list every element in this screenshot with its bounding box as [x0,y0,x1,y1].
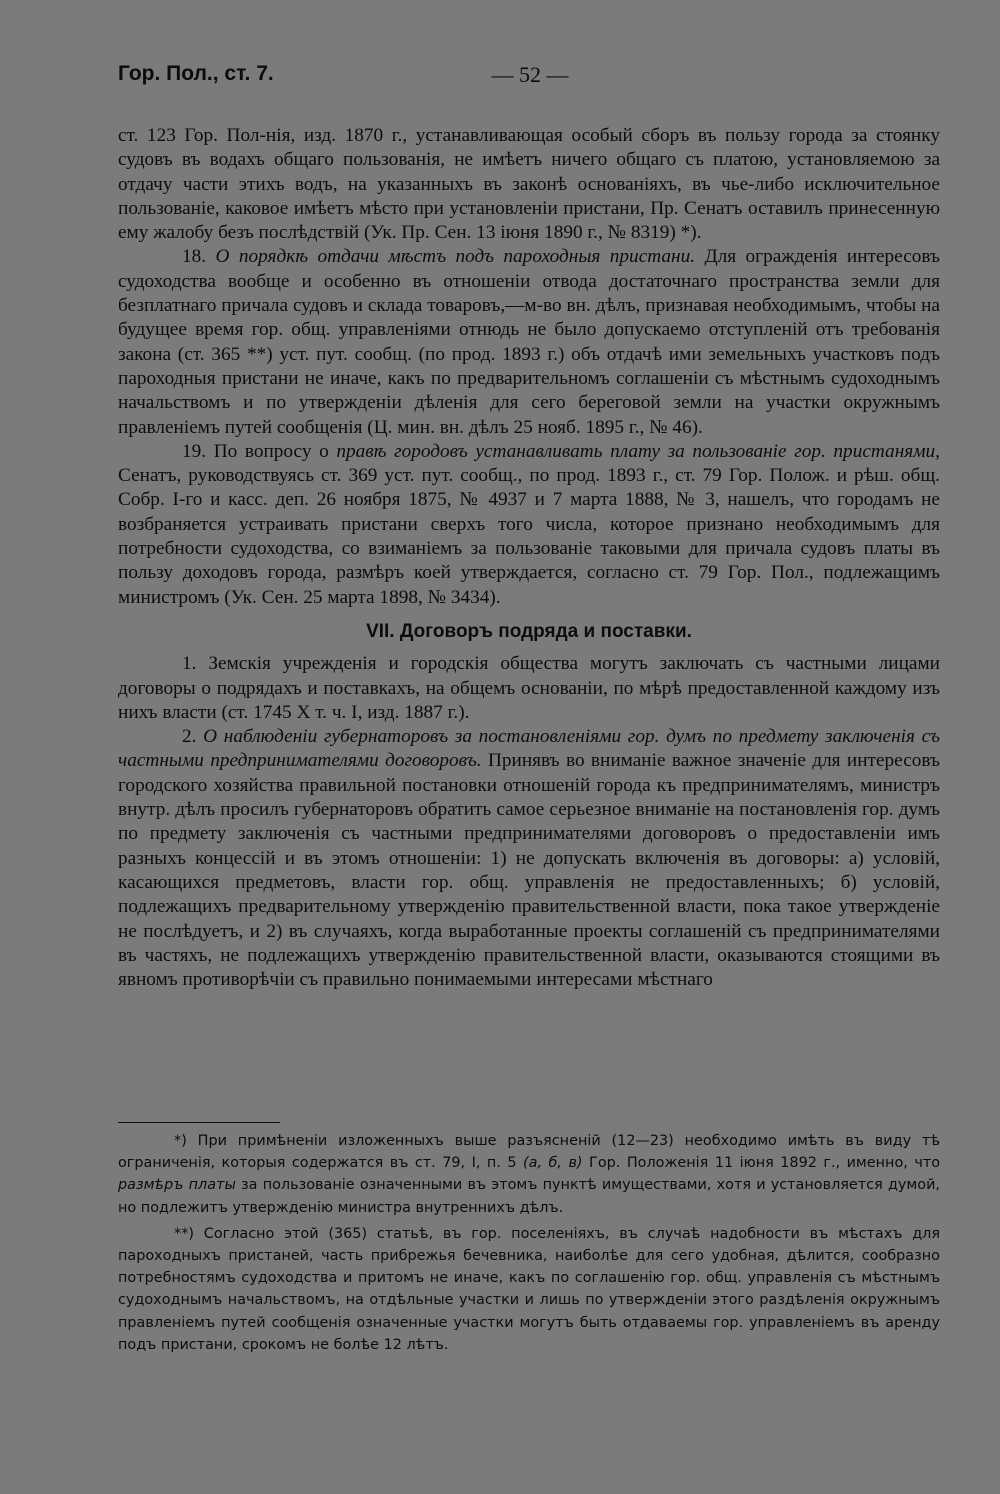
page-number: — 52 — [491,62,569,87]
paragraph-text: Сенатъ, руководствуясь ст. 369 уст. пут. сообщ., по прод. 1893 г., ст. 79 Гор. Полож. и рѣш. общ. Собр. I-го и касс. деп. 26 ноября 1875, № 4937 и 7 марта 1888, № 3, нашелъ, что городамъ не возбраняется устраивать пристани сверхъ того числа, которое признано необходимымъ для потребности судоходства, со взиманіемъ за пользованіе таковыми для причала судовъ платы въ пользу доходовъ города, размѣръ коей утверждается, согласно ст. 79 Гор. Пол., подлежащимъ министромъ (Ук. Сен. 25 марта 1898, № 3434). [118,465,940,608]
footnote-2: **) Согласно этой (365) статьѣ, въ гор. поселеніяхъ, въ случаѣ надобности въ мѣстахъ для пароходныхъ пристаней, часть прибрежья бечевника, наиболѣе для сего удобная, дѣлится, сообразно потребностямъ судоходства и притомъ не иначе, какъ по соглашенію гор. общ. управленія съ мѣстнымъ судоходнымъ начальствомъ, на отдѣльные участки и лишь по утвержденіи этого раздѣленія окружнымъ правленіемъ путей сообщенія означенные участки могутъ быть отдаваемы гор. управленіемъ въ аренду подъ пристани, срокомъ не болѣе 12 лѣтъ. [118,1225,940,1353]
section-paragraph-2 [118,725,940,992]
footnotes [118,1130,940,1360]
paragraph-number: 19. [182,440,207,462]
footnote-emphasis: (а, б, в) [523,1155,583,1172]
section-paragraph-1: 1. Земскія учрежденія и городскія общества могутъ заключать съ частными лицами договоры о подрядахъ и поставкахъ, на общемъ основаніи, по мѣрѣ предоставленной каждому изъ нихъ власти (ст. 1745 X т. ч. I, изд. 1887 г.). [118,653,940,723]
paragraph-heading: О наблюденіи губернаторовъ за постановленіями гор. думъ по предмету заключенія съ частными предпринимателями договоровъ. [118,726,940,772]
main-text [118,124,940,992]
footnote-text: *) При примѣненіи изложенныхъ выше разъясненій (12—23) необходимо имѣть въ виду тѣ ограниченія, которыя содержатся въ ст. 79, I, п. 5 [118,1133,940,1172]
paragraph-number: 2. [182,726,197,748]
page-header [118,62,940,96]
footnote-1 [118,1130,940,1219]
footnote-text: Гор. Положенія 11 іюня 1892 г., именно, что [589,1155,941,1172]
paragraph-text: Принявъ во вниманіе важное значеніе для интересовъ городского хозяйства правильной постановки отношеній города къ предпринимателямъ, министръ внутр. дѣлъ просилъ губернаторовъ обратить самое серьезное вниманіе на постановленія гор. думъ по предмету заключенія съ частными предпринимателями договоровъ о предоставленіи имъ разныхъ концессій и въ этомъ отношеніи: 1) не допускать включенія въ договоры: а) условій, касающихся предметовъ, власти гор. общ. управленія не предоставленныхъ; б) условій, подлежащихъ предварительному утвержденію правительственной власти, пока такое утвержденіе не послѣдуетъ, и 2) въ случаяхъ, когда выработанные проекты соглашеній съ предпринимателями въ частяхъ, не подлежащихъ утвержденію правительственной власти, оказываются стоящими въ явномъ противорѣчіи съ правильно понимаемыми интересами мѣстнаго [118,750,940,991]
footnote-divider [118,1122,280,1123]
paragraph-lead: По вопросу о [213,440,329,462]
paragraph-text: Для огражденія интересовъ судоходства вообще и особенно въ отношеніи отвода достаточнаго пространства земли для безплатнаго причала судовъ и склада товаровъ,—м-во вн. дѣлъ, признавая необходимымъ, чтобы на будущее время гор. общ. управленіями отнюдь не было допускаемо отступленій отъ требованія закона (ст. 365 **) уст. пут. сообщ. (по прод. 1893 г.) объ отдачѣ ими земельныхъ участковъ подъ пароходныя пристани не иначе, какъ по предварительномъ соглашеніи съ мѣстнымъ судоходнымъ начальствомъ и по утвержденіи дѣленія для сего береговой земли на участки окружнымъ правленіемъ путей сообщенія (Ц. мин. вн. дѣлъ 25 нояб. 1895 г., № 46). [118,246,941,438]
paragraph-continued: ст. 123 Гор. Пол-нія, изд. 1870 г., устанавливающая особый сборъ въ пользу города за стоянку судовъ въ водахъ общаго пользованія, не имѣетъ ничего общаго съ платою, установляемою за отдачу части этихъ водъ, на указанныхъ въ законѣ основаніяхъ, въ чье-либо исключительное пользованіе, каковое имѣетъ мѣсто при установленіи пристани, Пр. Сенатъ оставилъ принесенную ему жалобу безъ послѣдствій (Ук. Пр. Сен. 13 іюня 1890 г., № 8319) *). [118,125,940,244]
paragraph-18 [118,245,940,439]
section-heading: VII. Договоръ подряда и поставки. [366,620,692,642]
paragraph-heading: правѣ городовъ устанавливать плату за пользованіе гор. пристанями, [336,440,940,462]
paragraph-heading: О порядкѣ отдачи мѣстъ подъ пароходныя пристани. [215,246,696,268]
footnote-emphasis: размѣръ платы [118,1177,236,1194]
footnote-text: за пользованіе означенными въ этомъ пунктѣ имуществами, хотя и установляется думой, но подлежитъ утвержденію министра внутреннихъ дѣлъ. [118,1177,940,1216]
paragraph-19 [118,440,940,610]
running-title: Гор. Пол., ст. 7. [118,62,274,85]
paragraph-number: 18. [182,246,207,268]
